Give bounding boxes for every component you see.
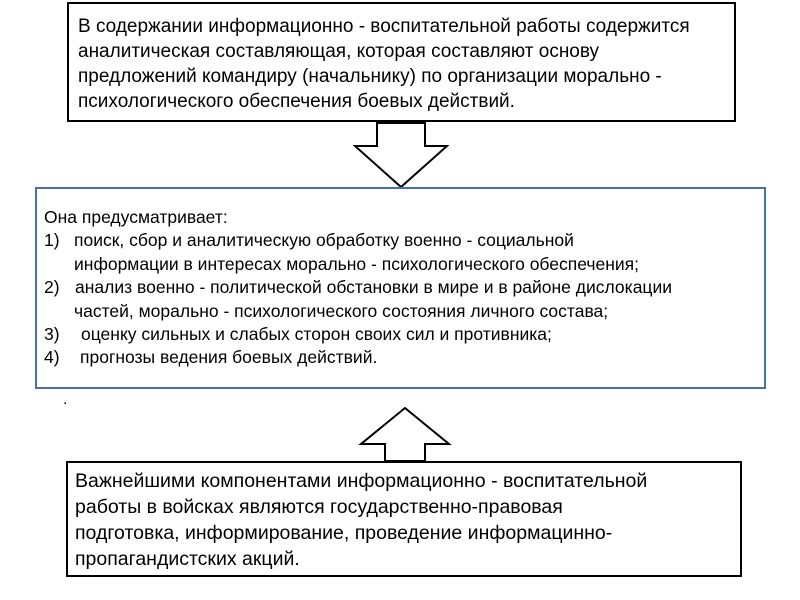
bottom-line-2: работы в войсках являются государственно-правовая xyxy=(75,496,563,518)
list-item-number: 4) xyxy=(44,347,60,368)
list-item-text: оценку сильных и слабых сторон своих сил и противника; xyxy=(81,324,552,345)
bottom-line-1: Важнейшими компонентами информационно - воспитательной xyxy=(75,470,648,492)
top-line-4: психологического обеспечения боевых действий. xyxy=(78,91,515,112)
list-item-text: анализ военно - политической обстановки в мире и в районе дислокации xyxy=(75,277,672,298)
up-arrow-icon xyxy=(357,406,453,462)
list-item-text: прогнозы ведения боевых действий. xyxy=(80,347,378,368)
top-line-3: предложений командиру (начальнику) по организации морально - xyxy=(78,66,662,87)
top-line-1: В содержании информационно - воспитательной работы содержится xyxy=(78,16,690,37)
list-item-number: 1) xyxy=(44,230,60,251)
list-item-continuation xyxy=(44,300,756,323)
bottom-line-3: подготовка, информирование, проведение информацинно- xyxy=(75,522,613,544)
list-item xyxy=(44,323,756,346)
list-item-number: 3) xyxy=(44,324,60,345)
list-item xyxy=(44,346,756,369)
down-arrow-icon xyxy=(353,122,449,190)
list-item-continuation xyxy=(44,253,756,276)
list-item-text: поиск, сбор и аналитическую обработку военно - социальной xyxy=(74,230,574,251)
top-line-2: аналитическая составляющая, которая составляют основу xyxy=(78,41,600,62)
list-item xyxy=(44,276,756,299)
middle-text-box xyxy=(35,187,766,389)
separator-dot: . xyxy=(63,391,68,408)
middle-intro: Она предусматривает: xyxy=(44,207,228,227)
list-item-number: 2) xyxy=(44,277,60,298)
list-item-text: информации в интересах морально - психологического обеспечения; xyxy=(74,253,639,274)
bottom-text-box xyxy=(66,461,742,577)
top-text-box xyxy=(67,2,736,122)
measures-list xyxy=(44,229,756,369)
bottom-line-4: пропагандистских акций. xyxy=(75,548,300,570)
list-item-text: частей, морально - психологического состояния личного состава; xyxy=(74,300,609,321)
list-item xyxy=(44,229,756,252)
